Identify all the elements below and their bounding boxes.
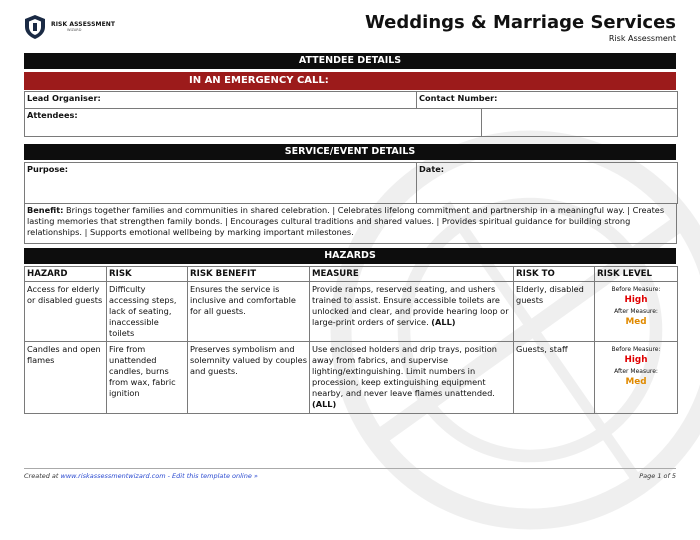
brand-logo	[24, 14, 115, 40]
after-measure-label: After Measure:	[614, 308, 658, 315]
after-measure-label: After Measure:	[614, 368, 658, 375]
service-details-table	[24, 162, 678, 204]
benefit-box	[24, 203, 677, 244]
risk-level-cell	[595, 342, 678, 414]
hazard-cell: Candles and open flames	[25, 342, 107, 414]
contact-number-field[interactable]: Contact Number:	[417, 92, 678, 109]
logo-wordmark: RISK ASSESSMENT	[51, 20, 116, 28]
before-level-badge: High	[624, 355, 648, 365]
before-level-badge: High	[624, 295, 648, 305]
table-row	[25, 282, 678, 342]
footer-created-prefix: Created at	[24, 472, 59, 480]
risk-cell: Fire from unattended candles, burns from wax, fabric ignition	[107, 342, 188, 414]
lead-organiser-field[interactable]: Lead Organiser:	[25, 92, 417, 109]
before-measure-label: Before Measure:	[611, 346, 661, 353]
document-subtitle: Risk Assessment	[608, 34, 676, 43]
hazards-section-header: HAZARDS	[24, 248, 676, 264]
emergency-call-bar	[24, 72, 676, 90]
measure-tag: (ALL)	[431, 317, 456, 327]
benefit-label: Benefit:	[27, 205, 64, 215]
after-level-badge: Med	[625, 377, 647, 387]
page-number: Page 1 of 5	[639, 472, 676, 480]
document-title: Weddings & Marriage Services	[364, 12, 676, 33]
emergency-call-label: IN AN EMERGENCY CALL:	[189, 75, 329, 86]
benefit-text: Brings together families and communities in shared celebration. | Celebrates lifelong commitment and partnership in a meaningful way. | Creates lasting memories that strengthen family bonds. | Encourages cultural traditions and shared values. | Provides spiritual guidance for building strong relationships. | Supports emotional wellbeing by marking important milestones.	[27, 205, 665, 237]
col-risk-level: RISK LEVEL	[595, 267, 678, 282]
risk-to-cell: Guests, staff	[514, 342, 595, 414]
col-risk-benefit: RISK BENEFIT	[188, 267, 310, 282]
footer-template-link[interactable]: www.riskassessmentwizard.com - Edit this template online »	[60, 472, 258, 480]
purpose-field[interactable]: Purpose:	[25, 163, 417, 204]
shield-logo-icon	[24, 14, 46, 40]
document-header	[24, 12, 676, 46]
risk-to-cell: Elderly, disabled guests	[514, 282, 595, 342]
page-footer	[24, 468, 676, 480]
col-risk-to: RISK TO	[514, 267, 595, 282]
benefit-cell: Preserves symbolism and solemnity valued by couples and guests.	[188, 342, 310, 414]
col-risk: RISK	[107, 267, 188, 282]
attendee-section-header: ATTENDEE DETAILS	[24, 53, 676, 69]
hazard-cell: Access for elderly or disabled guests	[25, 282, 107, 342]
risk-level-cell	[595, 282, 678, 342]
hazards-table	[24, 266, 678, 414]
measure-text: Provide ramps, reserved seating, and ushers trained to assist. Ensure accessible toilets are unlocked and clear, and provide hearing loop or large-print orders of service.	[312, 284, 509, 327]
hazards-header-row	[25, 267, 678, 282]
measure-cell	[310, 282, 514, 342]
col-measure: MEASURE	[310, 267, 514, 282]
measure-cell	[310, 342, 514, 414]
service-section-header: SERVICE/EVENT DETAILS	[24, 144, 676, 160]
risk-cell: Difficulty accessing steps, lack of seating, inaccessible toilets	[107, 282, 188, 342]
logo-subtext: WIZARD	[67, 27, 82, 32]
attendees-extra-cell[interactable]	[482, 109, 678, 137]
attendee-details-table	[24, 91, 678, 137]
after-level-badge: Med	[625, 317, 647, 327]
benefit-cell: Ensures the service is inclusive and comfortable for all guests.	[188, 282, 310, 342]
before-measure-label: Before Measure:	[611, 286, 661, 293]
col-hazard: HAZARD	[25, 267, 107, 282]
date-field[interactable]: Date:	[417, 163, 678, 204]
table-row	[25, 342, 678, 414]
attendees-field[interactable]: Attendees:	[25, 109, 482, 137]
measure-tag: (ALL)	[312, 399, 337, 409]
measure-text: Use enclosed holders and drip trays, position away from fabrics, and supervise lighting/extinguishing. Limit numbers in procession, keep extinguishing equipment nearby, and never leave flames unattended.	[312, 344, 497, 398]
